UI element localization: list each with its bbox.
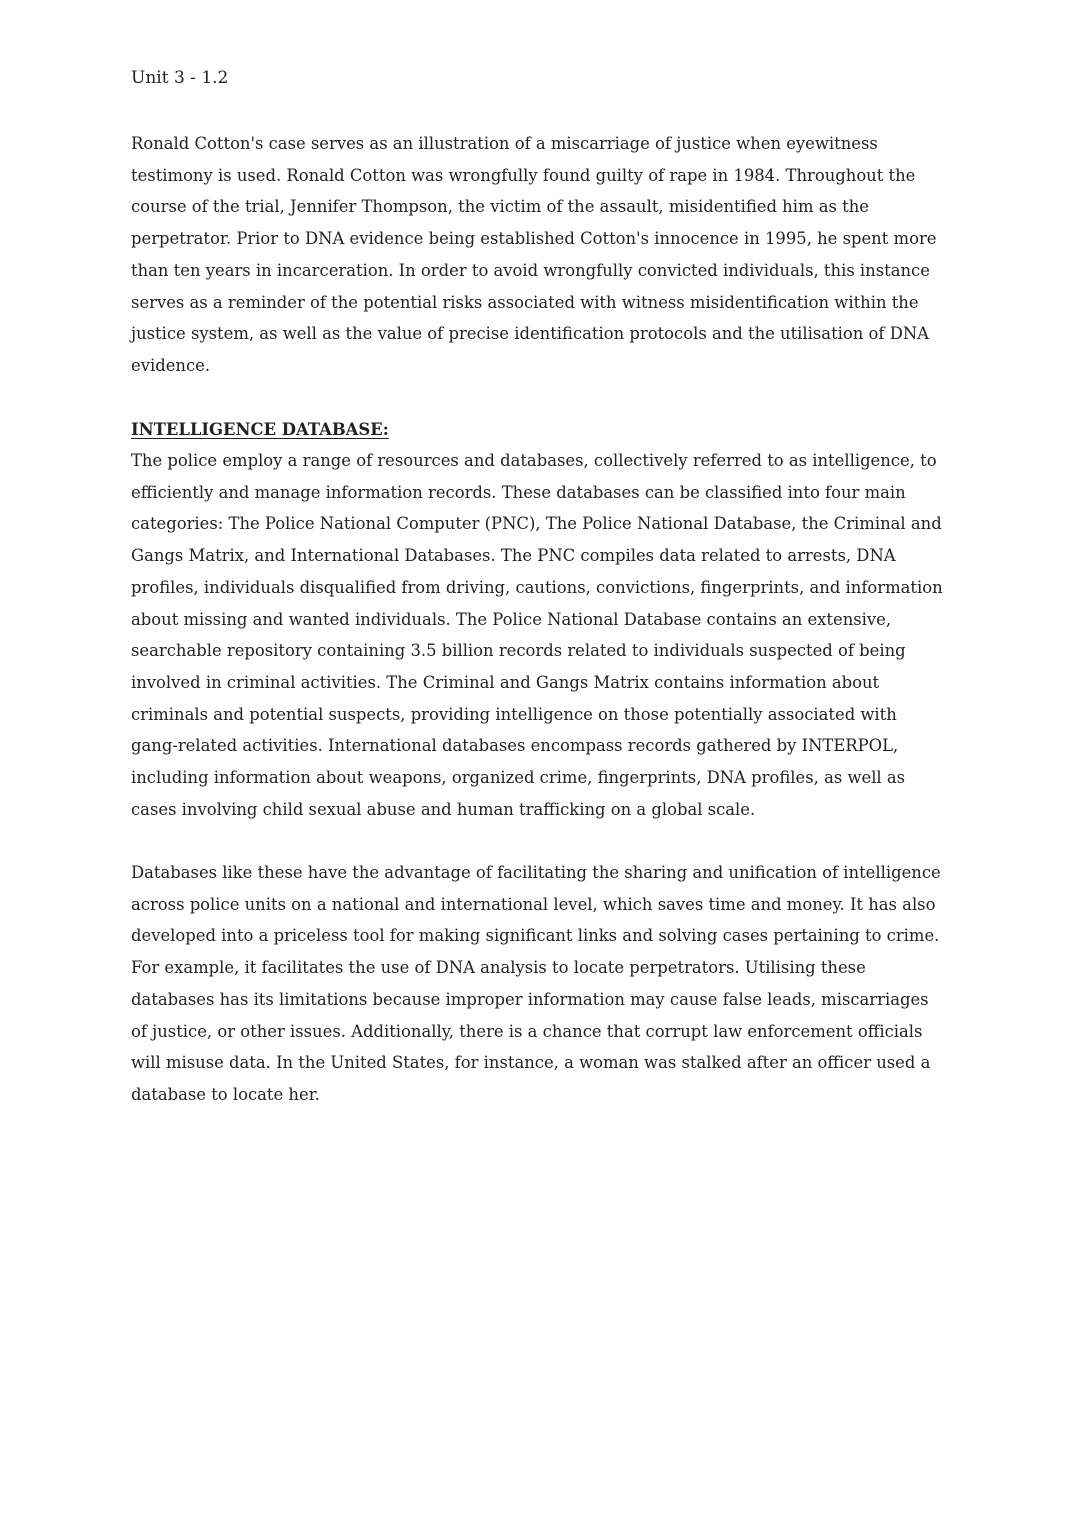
paragraph-intelligence: The police employ a range of resources and databases, collectively referred to as intelligence, to efficiently and manage information records. These databases can be classified into four main categories: The Police National Computer (PNC), The Police National Database, the Criminal and Gangs Matrix, and International Databases. The PNC compiles data related to arrests, DNA profiles, individuals disqualified from driving, cautions, convictions, fingerprints, and information about missing and wanted individuals. The Police National Database contains an extensive, searchable repository containing 3.5 billion records related to individuals suspected of being involved in criminal activities. The Criminal and Gangs Matrix contains information about criminals and potential suspects, providing intelligence on those potentially associated with gang-related activities. International databases encompass records gathered by INTERPOL, including information about weapons, organized crime, fingerprints, DNA profiles, as well as cases involving child sexual abuse and human trafficking on a global scale. (131, 451, 943, 819)
paragraph-database-advantages: Databases like these have the advantage of facilitating the sharing and unification of intelligence across police units on a national and international level, which saves time and money. It has also developed into a priceless tool for making significant links and solving cases pertaining to crime. For example, it facilitates the use of DNA analysis to locate perpetrators. Utilising these databases has its limitations because improper information may cause false leads, miscarriages of justice, or other issues. Additionally, there is a chance that corrupt law enforcement officials will misuse data. In the United States, for instance, a woman was stalked after an officer used a database to locate her. (131, 863, 941, 1104)
section-heading-intelligence-database: INTELLIGENCE DATABASE: (131, 420, 389, 439)
paragraph-ronald-cotton: Ronald Cotton's case serves as an illustration of a miscarriage of justice when eyewitness testimony is used. Ronald Cotton was wrongfully found guilty of rape in 1984. Throughout the course of the trial, Jennifer Thompson, the victim of the assault, misidentified him as the perpetrator. Prior to DNA evidence being established Cotton's innocence in 1995, he spent more than ten years in incarceration. In order to avoid wrongfully convicted individuals, this instance serves as a reminder of the potential risks associated with witness misidentification within the justice system, as well as the value of precise identification protocols and the utilisation of DNA evidence. (131, 134, 937, 375)
page-header: Unit 3 - 1.2 (131, 68, 229, 88)
